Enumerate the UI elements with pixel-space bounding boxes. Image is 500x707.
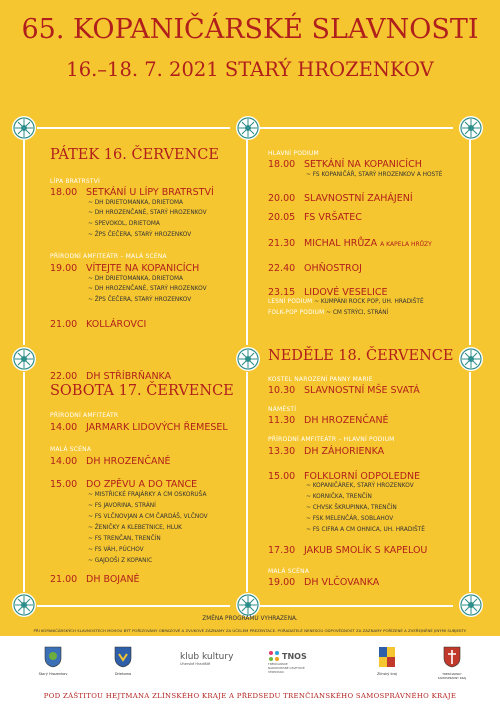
venue-label: KOSTEL NAROZENÍ PANNY MARIE <box>268 376 373 383</box>
venue-label: MALÁ SCÉNA <box>268 568 310 575</box>
performer-line: ~ DH DRIETOMANKA, DRIETOMA <box>88 200 183 206</box>
folk-ornament-icon <box>458 115 484 141</box>
coat-of-arms-icon <box>44 646 62 668</box>
stage-name: FOLK-POP PODIUM <box>268 310 325 316</box>
divider-line <box>23 372 25 592</box>
logo-drietoma: Drietoma <box>108 646 138 676</box>
performer-line: ~ ŽPS ČEČERA, STARÝ HROZENKOV <box>88 297 192 303</box>
event-title: DH ZÁHORIENKA <box>304 446 385 457</box>
logo-klub-kultury: klub kultury Uherské Hradiště <box>180 652 234 666</box>
event-title: FS VRŠATEC <box>304 212 362 223</box>
divider-line <box>37 605 230 607</box>
performer-line: ~ DH HROZENČANÉ, STARÝ HROZENKOV <box>88 286 207 292</box>
event-time: 21.00 <box>50 319 78 330</box>
event-title: JAKUB SMOLÍK S KAPELOU <box>304 545 428 556</box>
performer-line: ~ FSK MELENČÁR, SOBLAHOV <box>306 516 394 522</box>
folk-ornament-icon <box>11 115 37 141</box>
event-time: 21.30 <box>268 238 296 249</box>
performer-line: ~ FS CIFRA A CM OHNICA, UH. HRADIŠTĚ <box>306 527 425 533</box>
program-change-note: ZMĚNA PROGRAMU VYHRAZENA. <box>202 616 298 622</box>
stage-name: LESNÍ PODIUM <box>268 299 313 305</box>
event-title: DH STŘÍBRŇANKA <box>86 371 172 382</box>
coat-of-arms-icon <box>114 646 132 668</box>
event-title: SETKÁNÍ U LÍPY BRATRSTVÍ <box>86 187 214 198</box>
performer-line: ~ FS TRENČAN, TRENČÍN <box>88 536 161 542</box>
divider-line <box>37 127 230 129</box>
event-time: 18.00 <box>50 187 78 198</box>
event-time: 10.30 <box>268 385 296 396</box>
event-title: DO ZPĚVU A DO TANCE <box>86 479 198 490</box>
event-title: LIDOVÉ VESELICE <box>304 287 388 298</box>
day-heading-friday: PÁTEK 16. ČERVENCE <box>50 147 219 163</box>
performer-line: ~ GAJDOŠI Z KOPANIC <box>88 558 153 564</box>
stage-line <box>268 299 424 305</box>
logo-stary-hrozenkov: Starý Hrozenkov <box>38 646 68 676</box>
event-title: FOLKLORNÍ ODPOLEDNE <box>304 471 421 482</box>
divider-line <box>260 605 453 607</box>
folk-ornament-icon <box>11 592 37 618</box>
patronage-line: POD ZÁŠTITOU HEJTMANA ZLÍNSKÉHO KRAJE A PŘEDSEDU TRENČIANSKÉHO SAMOSPRÁVNÉHO KRAJE <box>0 686 500 707</box>
stage-performer: ~ CM STRÝCI, STRÁNÍ <box>324 310 389 316</box>
event-title: DH BOJANÉ <box>86 574 140 585</box>
event-time: 22.00 <box>50 371 78 382</box>
stage-performer: ~ KUMPÁNI ROCK POP, UH. HRADIŠTĚ <box>312 299 424 305</box>
event-time: 19.00 <box>50 263 78 274</box>
event-time: 20.00 <box>268 193 296 204</box>
event-time: 20.05 <box>268 212 296 223</box>
folk-ornament-icon <box>458 346 484 372</box>
divider-line <box>246 140 248 345</box>
performer-line: ~ KOPANIČÁREK, STARÝ HROZENKOV <box>306 483 414 489</box>
venue-label: HLAVNÍ PODIUM <box>268 150 319 157</box>
event-time: 21.00 <box>50 574 78 585</box>
event-time: 15.00 <box>50 479 78 490</box>
event-time: 22.40 <box>268 263 296 274</box>
event-time: 14.00 <box>50 422 78 433</box>
performer-line: ~ SPEVOKOL, DRIETOMA <box>88 221 160 227</box>
performer-line: ~ DH HROZENČANÉ, STARÝ HROZENKOV <box>88 210 207 216</box>
divider-line <box>469 372 471 592</box>
performer-line: ~ DH DRIETOMANKA, DRIETOMA <box>88 276 183 282</box>
partner-logos <box>0 636 500 686</box>
event-title: SETKÁNÍ NA KOPANICÍCH <box>304 159 422 170</box>
coat-of-arms-icon <box>378 646 396 668</box>
poster-title: 65. KOPANIČÁRSKÉ SLAVNOSTI <box>21 14 479 45</box>
divider-line <box>246 372 248 592</box>
event-time: 19.00 <box>268 577 296 588</box>
performer-line: ~ FS KOPANIČÁŘ, STARÝ HROZENKOV A HOSTÉ <box>306 172 443 178</box>
divider-line <box>469 140 471 345</box>
recording-disclaimer: PŘI KOPANIČÁRSKÝCH SLAVNOSTECH MOHOU BÝT POŘIZOVÁNY OBRAZOVÉ A ZVUKOVÉ ZÁZNAMY ZA ÚČELEM PREZENTACE. POŘADATELÉ NENESOU ODPOVĚDNOST ZA ZÁZNAMY POŘÍZENÉ A ZVEŘEJNĚNÉ JINÝMI SUBJEKTY. <box>33 628 467 633</box>
folk-ornament-icon <box>235 592 261 618</box>
event-title-main: MICHAL HRŮZA <box>304 238 378 249</box>
poster-subtitle: 16.–18. 7. 2021 STARÝ HROZENKOV <box>66 58 434 81</box>
logo-trenciansky-kraj: TRENČIANSKY SAMOSPRÁVNY KRAJ <box>435 646 469 680</box>
day-heading-sunday: NEDĚLE 18. ČERVENCE <box>268 348 454 364</box>
folk-ornament-icon <box>235 346 261 372</box>
venue-label: PŘÍRODNÍ AMFITEÁTR <box>50 412 119 419</box>
divider-line <box>23 140 25 345</box>
venue-label: NÁMĚSTÍ <box>268 406 297 413</box>
performer-line: ~ FS JAVORINA, STRÁNÍ <box>88 503 156 509</box>
folk-ornament-icon <box>235 115 261 141</box>
event-title: KOLLÁROVCI <box>86 319 147 330</box>
divider-line <box>260 127 453 129</box>
venue-label: MALÁ SCÉNA <box>50 446 92 453</box>
event-title: DH VLČOVANKA <box>304 577 380 588</box>
logo-tnos: TNOS TRENČIANSKE NÁRODOPISNÉ OSVETOVÉ STREDISKO <box>268 651 307 674</box>
stage-line <box>268 310 388 316</box>
event-time: 11.30 <box>268 415 296 426</box>
day-heading-saturday: SOBOTA 17. ČERVENCE <box>50 383 234 399</box>
event-title: OHŇOSTROJ <box>304 263 362 274</box>
tnos-dots-icon <box>268 650 280 662</box>
event-title <box>304 238 432 249</box>
performer-line: ~ CHVSK ŠKRUPINKA, TRENČÍN <box>306 505 397 511</box>
event-title: SLAVNOSTNÍ MŠE SVATÁ <box>304 385 420 396</box>
event-time: 23.15 <box>268 287 296 298</box>
event-time: 15.00 <box>268 471 296 482</box>
venue-label: PŘÍRODNÍ AMFITEÁTR – HLAVNÍ PODIUM <box>268 436 395 443</box>
event-time: 14.00 <box>50 456 78 467</box>
performer-line: ~ ŽENIČKY A KLEBETNICE, HLUK <box>88 525 182 531</box>
venue-label: PŘÍRODNÍ AMFITEÁTR – MALÁ SCÉNA <box>50 253 167 260</box>
folk-ornament-icon <box>458 592 484 618</box>
event-time: 17.30 <box>268 545 296 556</box>
logo-zlinsky-kraj: Zlínský kraj <box>372 646 402 676</box>
event-title: VÍTEJTE NA KOPANICÍCH <box>86 263 200 274</box>
performer-line: ~ FS VÁH, PÚCHOV <box>88 547 144 553</box>
venue-label: LÍPA BRATRSTVÍ <box>50 178 101 185</box>
performer-line: ~ KORNIČKA, TRENČÍN <box>306 494 372 500</box>
performer-line: ~ FS VLČNOVJAN A CM ČARDÁŠ, VLČNOV <box>88 514 208 520</box>
event-title-extra: A KAPELA HRŮZY <box>380 241 432 248</box>
folk-ornament-icon <box>11 346 37 372</box>
event-title: DH HROZENČANÉ <box>86 456 171 467</box>
event-time: 18.00 <box>268 159 296 170</box>
event-title: DH HROZENČANÉ <box>304 415 389 426</box>
performer-line: ~ ŽPS ČEČERA, STARÝ HROZENKOV <box>88 232 192 238</box>
performer-line: ~ MISTŘICKÉ FRAJÁRKY A CM OSKORUŠA <box>88 492 207 498</box>
event-title: SLAVNOSTNÍ ZAHÁJENÍ <box>304 193 413 204</box>
event-title: JARMARK LIDOVÝCH ŘEMESEL <box>86 422 228 433</box>
event-time: 13.30 <box>268 446 296 457</box>
coat-of-arms-icon <box>443 646 461 668</box>
